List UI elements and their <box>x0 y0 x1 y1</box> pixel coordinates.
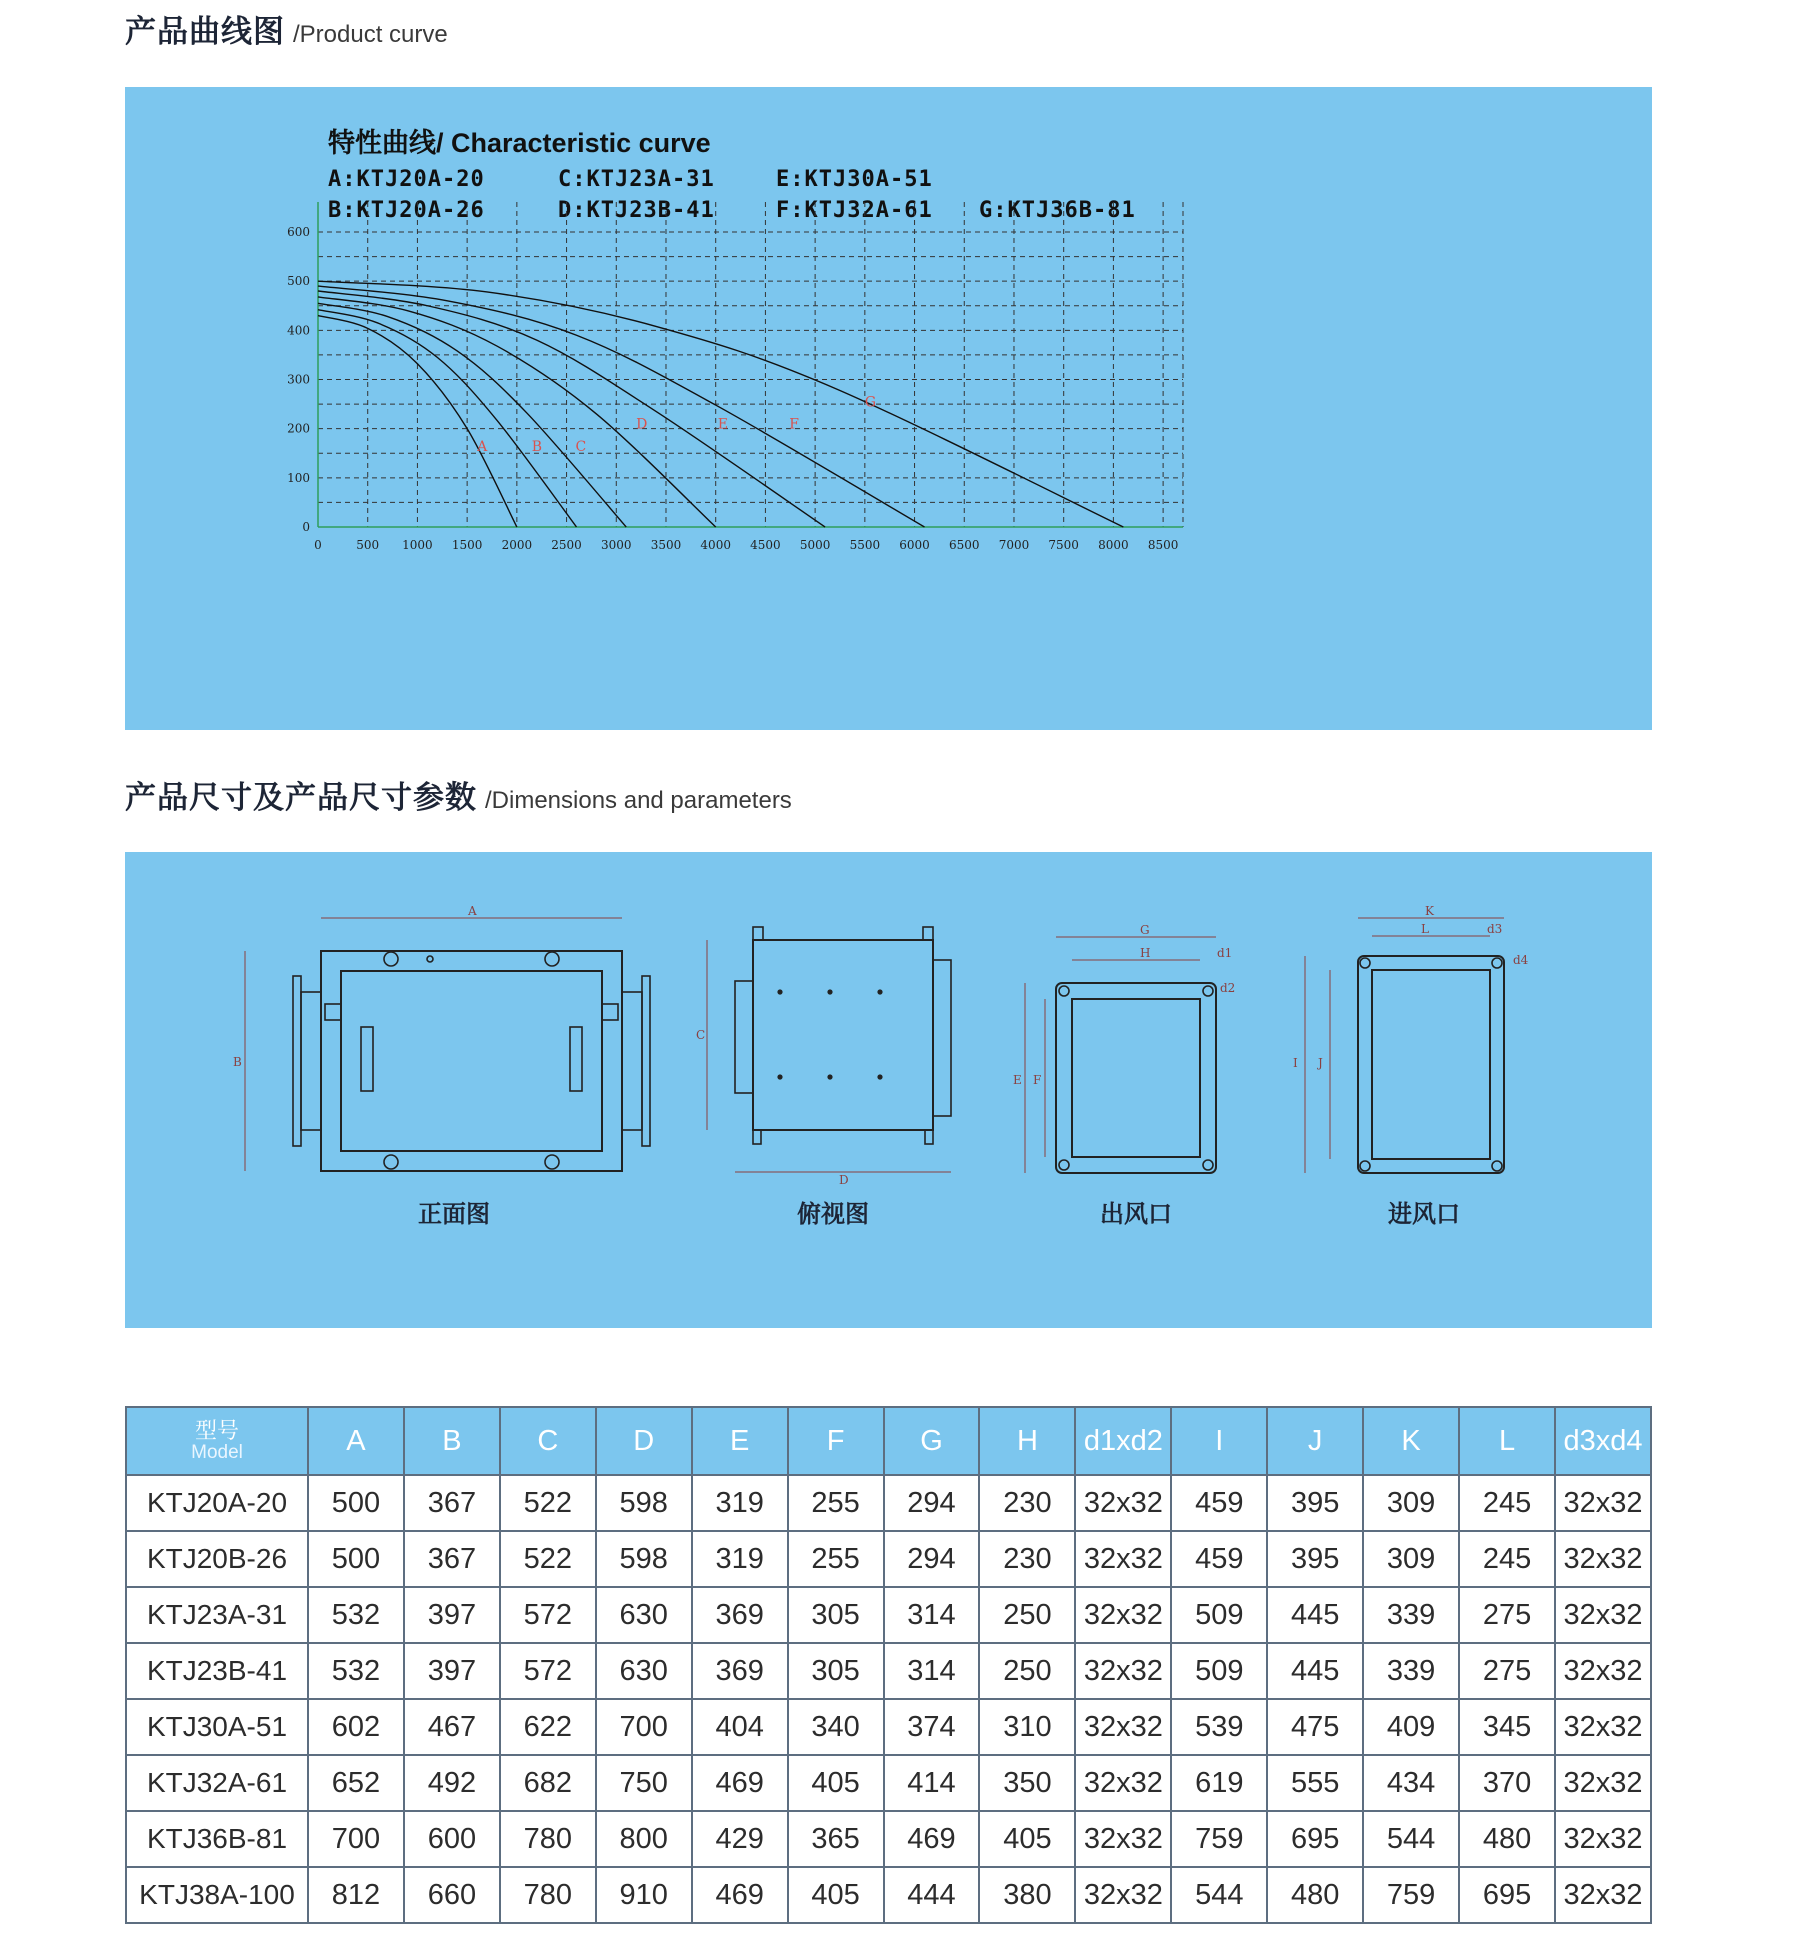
header-col-e: E <box>692 1407 788 1475</box>
value-cell: 305 <box>788 1587 884 1643</box>
value-cell: 309 <box>1363 1475 1459 1531</box>
curve-label-g: G <box>864 394 877 411</box>
value-cell: 800 <box>596 1811 692 1867</box>
header-col-c: C <box>500 1407 596 1475</box>
dim-label-h: H <box>1140 946 1151 960</box>
dim-label-c: C <box>696 1028 706 1042</box>
value-cell: 32x32 <box>1555 1475 1651 1531</box>
value-cell: 32x32 <box>1555 1531 1651 1587</box>
value-cell: 32x32 <box>1555 1699 1651 1755</box>
y-tick-label: 100 <box>287 470 310 485</box>
header-col-d3xd4: d3xd4 <box>1555 1407 1651 1475</box>
value-cell: 444 <box>884 1867 980 1923</box>
value-cell: 544 <box>1171 1867 1267 1923</box>
header-col-b: B <box>404 1407 500 1475</box>
curve-b <box>318 310 577 527</box>
value-cell: 700 <box>308 1811 404 1867</box>
value-cell: 522 <box>500 1475 596 1531</box>
value-cell: 32x32 <box>1075 1643 1171 1699</box>
caption-inlet: 进风口 <box>1388 1200 1460 1228</box>
value-cell: 310 <box>979 1699 1075 1755</box>
curve-label-f: F <box>789 416 799 433</box>
value-cell: 404 <box>692 1699 788 1755</box>
x-tick-label: 3000 <box>601 538 632 552</box>
value-cell: 480 <box>1459 1811 1555 1867</box>
dimension-drawings <box>125 852 1652 1328</box>
value-cell: 245 <box>1459 1531 1555 1587</box>
y-tick-label: 300 <box>287 372 310 387</box>
value-cell: 319 <box>692 1475 788 1531</box>
x-tick-label: 6500 <box>948 538 980 552</box>
value-cell: 500 <box>308 1531 404 1587</box>
value-cell: 32x32 <box>1555 1755 1651 1811</box>
value-cell: 500 <box>308 1475 404 1531</box>
curve-label-c: C <box>575 438 587 455</box>
x-tick-label: 4000 <box>700 538 731 552</box>
value-cell: 467 <box>404 1699 500 1755</box>
legend-item-d: D:KTJ23B-41 <box>558 198 715 223</box>
section-title-curve-zh: 产品曲线图 <box>125 14 285 50</box>
table-row <box>126 1475 1651 1531</box>
chart-heading: 特性曲线/ Characteristic curve <box>328 128 711 158</box>
value-cell: 339 <box>1363 1587 1459 1643</box>
value-cell: 314 <box>884 1643 980 1699</box>
front-view-drawing <box>245 918 650 1171</box>
caption-front-view: 正面图 <box>418 1200 490 1228</box>
dim-label-d3: d3 <box>1487 922 1503 936</box>
value-cell: 409 <box>1363 1699 1459 1755</box>
value-cell: 32x32 <box>1075 1699 1171 1755</box>
value-cell: 469 <box>692 1755 788 1811</box>
header-col-g: G <box>884 1407 980 1475</box>
value-cell: 539 <box>1171 1699 1267 1755</box>
header-col-d: D <box>596 1407 692 1475</box>
header-col-l: L <box>1459 1407 1555 1475</box>
dim-label-g: G <box>1140 923 1150 937</box>
value-cell: 759 <box>1171 1811 1267 1867</box>
value-cell: 459 <box>1171 1531 1267 1587</box>
value-cell: 910 <box>596 1867 692 1923</box>
value-cell: 532 <box>308 1643 404 1699</box>
value-cell: 345 <box>1459 1699 1555 1755</box>
dim-label-f: F <box>1033 1073 1042 1087</box>
x-tick-label: 2000 <box>501 538 533 552</box>
value-cell: 572 <box>500 1587 596 1643</box>
value-cell: 750 <box>596 1755 692 1811</box>
x-tick-label: 5000 <box>799 538 831 552</box>
value-cell: 294 <box>884 1475 980 1531</box>
x-tick-label: 2500 <box>551 538 582 552</box>
curve-f <box>318 286 924 527</box>
curve-label-e: E <box>717 416 728 433</box>
value-cell: 780 <box>500 1811 596 1867</box>
value-cell: 522 <box>500 1531 596 1587</box>
value-cell: 32x32 <box>1075 1531 1171 1587</box>
model-cell: KTJ23A-31 <box>126 1587 308 1643</box>
x-tick-label: 7500 <box>1048 538 1079 552</box>
value-cell: 695 <box>1267 1811 1363 1867</box>
value-cell: 367 <box>404 1475 500 1531</box>
value-cell: 245 <box>1459 1475 1555 1531</box>
header-model <box>126 1407 308 1475</box>
value-cell: 314 <box>884 1587 980 1643</box>
model-cell: KTJ32A-61 <box>126 1755 308 1811</box>
caption-top-view: 俯视图 <box>797 1200 869 1228</box>
value-cell: 350 <box>979 1755 1075 1811</box>
value-cell: 652 <box>308 1755 404 1811</box>
model-cell: KTJ20A-20 <box>126 1475 308 1531</box>
value-cell: 405 <box>979 1811 1075 1867</box>
value-cell: 32x32 <box>1555 1643 1651 1699</box>
inlet-drawing <box>1305 918 1504 1173</box>
table-row <box>126 1699 1651 1755</box>
table-body <box>126 1475 1651 1923</box>
dim-label-b: B <box>233 1055 242 1069</box>
table-row <box>126 1643 1651 1699</box>
value-cell: 374 <box>884 1699 980 1755</box>
header-col-f: F <box>788 1407 884 1475</box>
value-cell: 275 <box>1459 1643 1555 1699</box>
x-tick-label: 8500 <box>1147 538 1179 552</box>
value-cell: 682 <box>500 1755 596 1811</box>
header-col-d1xd2: d1xd2 <box>1075 1407 1171 1475</box>
model-cell: KTJ23B-41 <box>126 1643 308 1699</box>
header-col-k: K <box>1363 1407 1459 1475</box>
value-cell: 598 <box>596 1531 692 1587</box>
dimensions-panel <box>125 852 1652 1328</box>
x-tick-label: 1500 <box>451 538 483 552</box>
value-cell: 250 <box>979 1587 1075 1643</box>
value-cell: 480 <box>1267 1867 1363 1923</box>
value-cell: 397 <box>404 1587 500 1643</box>
header-model-zh: 型号 <box>194 1418 239 1443</box>
value-cell: 602 <box>308 1699 404 1755</box>
value-cell: 250 <box>979 1643 1075 1699</box>
value-cell: 380 <box>979 1867 1075 1923</box>
value-cell: 459 <box>1171 1475 1267 1531</box>
dim-label-j: J <box>1318 1056 1323 1070</box>
y-tick-label: 400 <box>287 323 310 338</box>
x-tick-label: 5500 <box>849 538 881 552</box>
value-cell: 32x32 <box>1555 1867 1651 1923</box>
y-tick-label: 600 <box>287 225 310 239</box>
curve-label-b: B <box>531 438 543 455</box>
section-title-curve-en: /Product curve <box>293 21 448 48</box>
value-cell: 780 <box>500 1867 596 1923</box>
y-tick-label: 200 <box>287 421 310 436</box>
dim-label-k: K <box>1425 904 1434 918</box>
outlet-drawing <box>1025 937 1216 1173</box>
header-col-h: H <box>979 1407 1075 1475</box>
value-cell: 367 <box>404 1531 500 1587</box>
y-tick-label: 500 <box>287 274 310 289</box>
model-cell: KTJ30A-51 <box>126 1699 308 1755</box>
x-tick-label: 1000 <box>402 538 433 552</box>
legend-item-c: C:KTJ23A-31 <box>558 167 715 192</box>
dim-label-d1: d1 <box>1217 946 1233 960</box>
x-tick-label: 0 <box>314 538 322 552</box>
value-cell: 434 <box>1363 1755 1459 1811</box>
y-tick-label: 0 <box>302 520 310 534</box>
dimension-table <box>125 1406 1652 1924</box>
x-tick-label: 3500 <box>650 538 682 552</box>
table-row <box>126 1811 1651 1867</box>
dim-label-a: A <box>468 904 477 918</box>
value-cell: 544 <box>1363 1811 1459 1867</box>
value-cell: 305 <box>788 1643 884 1699</box>
value-cell: 369 <box>692 1643 788 1699</box>
dim-label-d2: d2 <box>1220 981 1236 995</box>
value-cell: 695 <box>1459 1867 1555 1923</box>
legend-item-a: A:KTJ20A-20 <box>328 167 485 192</box>
value-cell: 660 <box>404 1867 500 1923</box>
value-cell: 405 <box>788 1755 884 1811</box>
legend-item-b: B:KTJ20A-26 <box>328 198 485 223</box>
value-cell: 812 <box>308 1867 404 1923</box>
curve-e <box>318 291 825 527</box>
legend-item-f: F:KTJ32A-61 <box>776 198 933 223</box>
value-cell: 555 <box>1267 1755 1363 1811</box>
value-cell: 32x32 <box>1075 1811 1171 1867</box>
value-cell: 369 <box>692 1587 788 1643</box>
value-cell: 572 <box>500 1643 596 1699</box>
value-cell: 32x32 <box>1555 1587 1651 1643</box>
legend-item-g: G:KTJ36B-81 <box>979 198 1136 223</box>
value-cell: 32x32 <box>1075 1755 1171 1811</box>
header-col-j: J <box>1267 1407 1363 1475</box>
value-cell: 405 <box>788 1867 884 1923</box>
chart-panel <box>125 87 1652 730</box>
value-cell: 255 <box>788 1475 884 1531</box>
top-view-drawing <box>707 927 951 1172</box>
characteristic-curve-chart <box>125 87 1652 730</box>
value-cell: 397 <box>404 1643 500 1699</box>
table-header-row <box>126 1407 1651 1475</box>
value-cell: 475 <box>1267 1699 1363 1755</box>
model-cell: KTJ38A-100 <box>126 1867 308 1923</box>
x-tick-label: 4500 <box>750 538 781 552</box>
x-tick-label: 500 <box>356 538 380 552</box>
model-cell: KTJ20B-26 <box>126 1531 308 1587</box>
value-cell: 275 <box>1459 1587 1555 1643</box>
value-cell: 445 <box>1267 1587 1363 1643</box>
table-row <box>126 1755 1651 1811</box>
model-cell: KTJ36B-81 <box>126 1811 308 1867</box>
value-cell: 365 <box>788 1811 884 1867</box>
table-row <box>126 1531 1651 1587</box>
value-cell: 630 <box>596 1643 692 1699</box>
value-cell: 600 <box>404 1811 500 1867</box>
value-cell: 340 <box>788 1699 884 1755</box>
value-cell: 445 <box>1267 1643 1363 1699</box>
x-tick-label: 7000 <box>998 538 1030 552</box>
header-col-a: A <box>308 1407 404 1475</box>
value-cell: 619 <box>1171 1755 1267 1811</box>
dim-label-d4: d4 <box>1513 953 1529 967</box>
dim-label-i: I <box>1293 1056 1298 1070</box>
value-cell: 622 <box>500 1699 596 1755</box>
value-cell: 492 <box>404 1755 500 1811</box>
x-tick-label: 8000 <box>1098 538 1129 552</box>
section-title-dims <box>125 772 792 816</box>
value-cell: 469 <box>884 1811 980 1867</box>
caption-outlet: 出风口 <box>1100 1200 1172 1228</box>
dim-label-l: L <box>1421 922 1429 936</box>
value-cell: 319 <box>692 1531 788 1587</box>
curve-label-a: A <box>477 438 488 455</box>
section-title-curve <box>125 6 448 50</box>
value-cell: 598 <box>596 1475 692 1531</box>
value-cell: 255 <box>788 1531 884 1587</box>
value-cell: 429 <box>692 1811 788 1867</box>
value-cell: 309 <box>1363 1531 1459 1587</box>
value-cell: 630 <box>596 1587 692 1643</box>
value-cell: 32x32 <box>1555 1811 1651 1867</box>
value-cell: 339 <box>1363 1643 1459 1699</box>
value-cell: 469 <box>692 1867 788 1923</box>
value-cell: 700 <box>596 1699 692 1755</box>
value-cell: 294 <box>884 1531 980 1587</box>
value-cell: 414 <box>884 1755 980 1811</box>
table-row <box>126 1587 1651 1643</box>
legend-item-e: E:KTJ30A-51 <box>776 167 933 192</box>
header-model-en: Model <box>191 1442 243 1463</box>
value-cell: 230 <box>979 1531 1075 1587</box>
value-cell: 532 <box>308 1587 404 1643</box>
value-cell: 230 <box>979 1475 1075 1531</box>
x-tick-label: 6000 <box>899 538 930 552</box>
dim-label-d: D <box>839 1173 849 1187</box>
curve-label-d: D <box>636 416 648 433</box>
header-col-i: I <box>1171 1407 1267 1475</box>
section-title-dims-zh: 产品尺寸及产品尺寸参数 <box>125 780 477 816</box>
dim-label-e: E <box>1013 1073 1022 1087</box>
value-cell: 395 <box>1267 1475 1363 1531</box>
value-cell: 509 <box>1171 1643 1267 1699</box>
value-cell: 370 <box>1459 1755 1555 1811</box>
value-cell: 32x32 <box>1075 1475 1171 1531</box>
table-row <box>126 1867 1651 1923</box>
value-cell: 395 <box>1267 1531 1363 1587</box>
value-cell: 759 <box>1363 1867 1459 1923</box>
value-cell: 32x32 <box>1075 1587 1171 1643</box>
value-cell: 509 <box>1171 1587 1267 1643</box>
section-title-dims-en: /Dimensions and parameters <box>485 787 792 814</box>
value-cell: 32x32 <box>1075 1867 1171 1923</box>
